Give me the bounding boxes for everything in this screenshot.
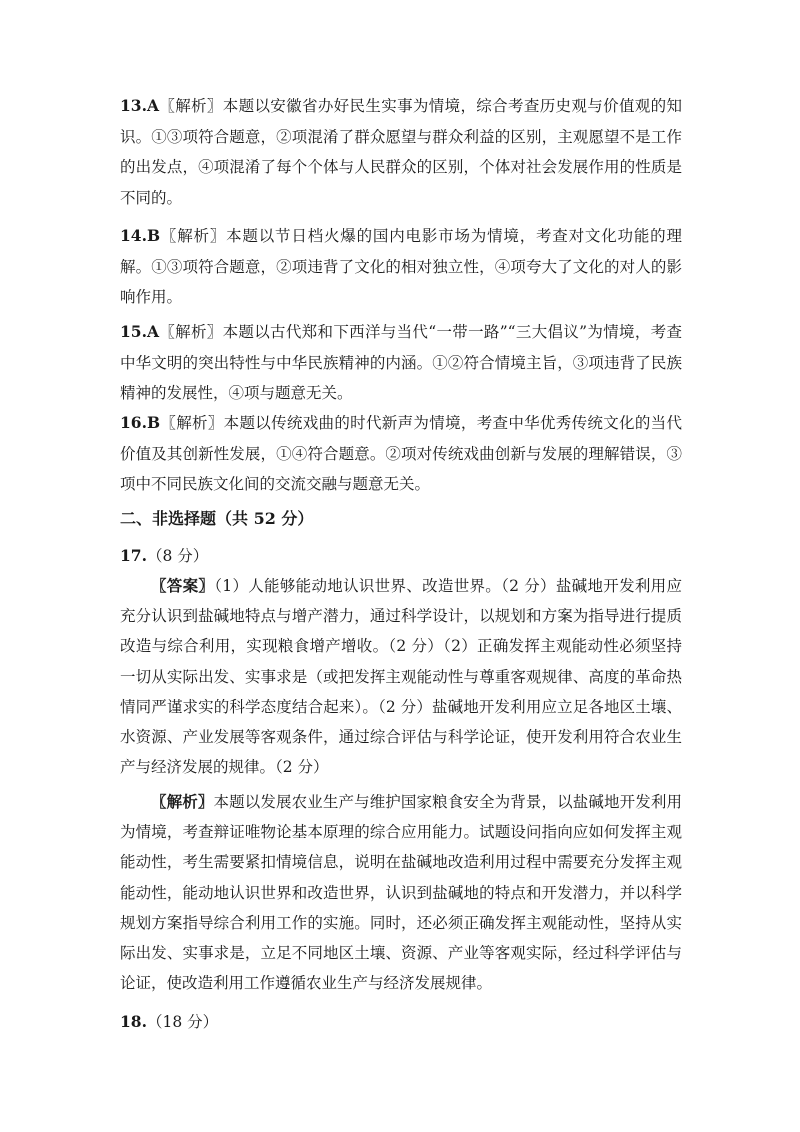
question-score: （8 分） [146,547,209,565]
item-text: 本题以传统戏曲的时代新声为情境，考查中华优秀传统文化的当代价值及其创新性发展，①④符合题意。②项对传统戏曲创新与发展的理解错误，③项中不同民族文化间的交流交融与题意无关。 [120,414,682,493]
analysis-tag: 〖解析〗 [159,323,223,341]
answer-item-15 [120,317,682,409]
item-number: 13.A [120,96,159,115]
question-17-header [120,541,208,571]
item-text: 本题以节日档火爆的国内电影市场为情境，考查对文化功能的理解。①③项符合题意，②项违背了文化的相对独立性，④项夸大了文化的对人的影响作用。 [120,227,682,306]
analysis-tag: 〖解析〗 [160,414,224,432]
analysis-label: 〖解析〗 [151,792,214,811]
answer-item-13 [120,91,682,213]
answer-item-16 [120,408,682,500]
item-number: 14.B [120,226,161,245]
question-17-analysis [120,787,682,998]
section-heading: 二、非选择题（共 52 分） [120,509,314,528]
question-number: 18. [120,1012,147,1031]
question-17-answer [120,571,682,782]
answer-label: 〖答案〗 [151,576,215,595]
analysis-tag: 〖解析〗 [159,97,223,115]
answer-text: （1）人能够能动地认识世界、改造世界。（2 分）盐碱地开发利用应充分认识到盐碱地特点与增产潜力，通过科学设计，以规划和方案为指导进行提质改造与综合利用，实现粮食增产增收。（2 分）（2）正确发挥主观能动性必须坚持一切从实际出发、实事求是（或把发挥主观能动性与尊重客观规律、高度的革命热情同严谨求实的科学态度结合起来）。（2 分）盐碱地开发利用应立足各地区土壤、水资源、产业发展等客观条件，通过综合评估与科学论证，使开发利用符合农业生产与经济发展的规律。（2 分） [120,577,682,777]
question-18-header [120,1007,218,1037]
item-number: 16.B [120,413,161,432]
item-text: 本题以安徽省办好民生实事为情境，综合考查历史观与价值观的知识。①③项符合题意，②项混淆了群众愿望与群众利益的区别，主观愿望不是工作的出发点，④项混淆了每个个体与人民群众的区别，个体对社会发展作用的性质是不同的。 [120,97,682,207]
answer-item-14 [120,221,682,313]
item-text: 本题以古代郑和下西洋与当代“一带一路”“三大倡议”为情境，考查中华文明的突出特性与中华民族精神的内涵。①②符合情境主旨，③项违背了民族精神的发展性，④项与题意无关。 [120,323,682,402]
question-number: 17. [120,546,147,565]
analysis-text: 本题以发展农业生产与维护国家粮食安全为背景，以盐碱地开发利用为情境，考查辩证唯物论基本原理的综合应用能力。试题设问指向应如何发挥主观能动性，考生需要紧扣情境信息，说明在盐碱地改造利用过程中需要充分发挥主观能动性，能动地认识世界和改造世界，认识到盐碱地的特点和开发潜力，并以科学规划方案指导综合利用工作的实施。同时，还必须正确发挥主观能动性，坚持从实际出发、实事求是，立足不同地区土壤、资源、产业等客观实际，经过科学评估与论证，使改造利用工作遵循农业生产与经济发展规律。 [120,793,682,993]
item-number: 15.A [120,322,159,341]
question-score: （18 分） [146,1013,219,1031]
analysis-tag: 〖解析〗 [160,227,227,245]
